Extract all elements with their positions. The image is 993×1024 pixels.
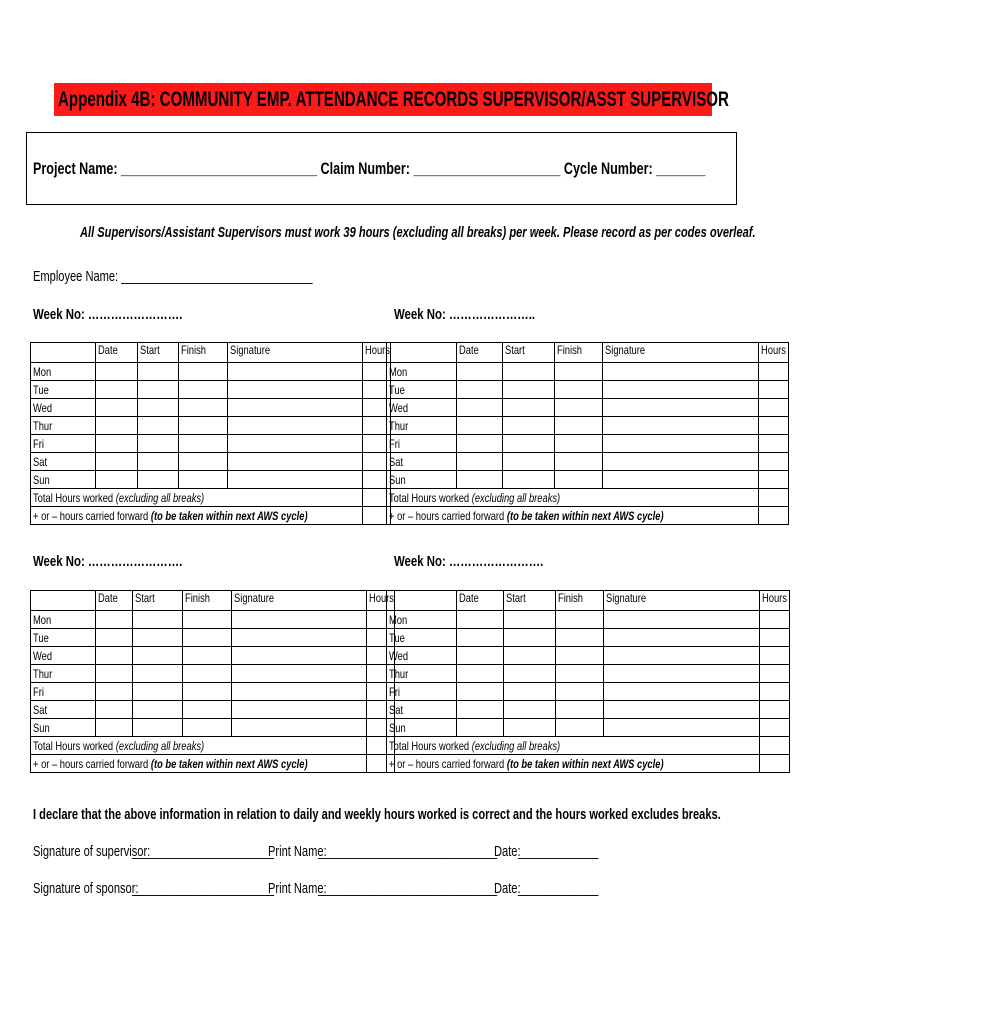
table-row [387,611,790,629]
signature-cell[interactable] [604,719,760,737]
date-cell[interactable] [457,363,503,381]
date-cell[interactable] [96,665,133,683]
supervisor-date-field[interactable]: _____________ [518,843,599,860]
signature-cell[interactable] [232,719,367,737]
date-cell[interactable] [457,611,504,629]
finish-cell[interactable] [556,629,604,647]
start-cell[interactable] [138,363,179,381]
start-cell[interactable] [138,417,179,435]
finish-cell[interactable] [555,381,603,399]
table-row [387,453,789,471]
column-header-finish: Finish [183,591,232,611]
signature-cell[interactable] [603,381,759,399]
day-label: Wed [31,647,96,665]
date-cell[interactable] [96,435,138,453]
signature-cell[interactable] [603,471,759,489]
total-hours-field[interactable] [760,737,790,755]
finish-cell[interactable] [179,381,228,399]
date-cell[interactable] [457,417,503,435]
day-label: Fri [387,683,457,701]
signature-cell[interactable] [604,647,760,665]
signature-cell[interactable] [603,363,759,381]
table-row [31,381,391,399]
finish-cell[interactable] [555,453,603,471]
date-cell[interactable] [96,417,138,435]
table-row [387,647,790,665]
date-cell[interactable] [457,435,503,453]
table-row [31,363,391,381]
day-label: Wed [387,399,457,417]
start-cell[interactable] [138,453,179,471]
finish-cell[interactable] [555,399,603,417]
column-header-hours: Hours [759,343,789,363]
signature-cell[interactable] [604,701,760,719]
column-header-hours: Hours [363,343,391,363]
finish-cell[interactable] [556,683,604,701]
table-row [387,665,790,683]
start-cell[interactable] [503,363,555,381]
day-header-cell [387,343,457,363]
date-cell[interactable] [96,453,138,471]
start-cell[interactable] [504,647,556,665]
start-cell[interactable] [504,611,556,629]
project-name-label: Project Name: [33,159,118,178]
hours-cell[interactable] [759,381,789,399]
start-cell[interactable] [133,665,183,683]
date-cell[interactable] [457,453,503,471]
finish-cell[interactable] [555,435,603,453]
carried-forward-row [31,755,395,773]
signature-cell[interactable] [228,417,363,435]
table-row [387,381,789,399]
start-cell[interactable] [503,417,555,435]
date-cell[interactable] [96,381,138,399]
project-name-field[interactable]: ____________________________ [121,159,318,178]
start-cell[interactable] [504,665,556,683]
attendance-table-week-2 [386,342,789,525]
week-no-label-4[interactable]: Week No: ……………………. [394,553,544,570]
date-cell[interactable] [457,683,504,701]
table-row [31,417,391,435]
signature-cell[interactable] [604,683,760,701]
hours-cell[interactable] [759,399,789,417]
day-label: Sun [31,471,96,489]
table-row [387,399,789,417]
hours-cell[interactable] [760,629,790,647]
start-cell[interactable] [504,701,556,719]
date-cell[interactable] [96,647,133,665]
table-row [387,363,789,381]
attendance-table-week-1 [30,342,391,525]
column-header-hours: Hours [367,591,395,611]
table-row [31,453,391,471]
signature-cell[interactable] [604,665,760,683]
table-row [31,647,395,665]
table-row [31,629,395,647]
signature-cell[interactable] [603,435,759,453]
finish-cell[interactable] [556,701,604,719]
column-header-date: Date [457,343,503,363]
total-hours-row [31,737,395,755]
sponsor-signature-field[interactable]: _______________________ [132,880,274,897]
table-row [31,719,395,737]
sponsor-date-label: Date: [494,880,521,897]
date-cell[interactable] [96,701,133,719]
carried-forward-row-label: + or – hours carried forward (to be taken within next AWS cycle) [31,507,363,525]
table-row [31,665,395,683]
carried-forward-field[interactable] [759,507,789,525]
hours-cell[interactable] [759,363,789,381]
start-cell[interactable] [504,719,556,737]
table-row [387,701,790,719]
start-cell[interactable] [138,381,179,399]
signature-cell[interactable] [232,683,367,701]
column-header-start: Start [133,591,183,611]
signature-cell[interactable] [603,417,759,435]
finish-cell[interactable] [556,611,604,629]
column-header-date: Date [96,591,133,611]
claim-number-field[interactable]: _____________________ [413,159,561,178]
day-header-cell [31,591,96,611]
column-header-hours: Hours [760,591,790,611]
carried-forward-row [387,507,789,525]
total-hours-row-label: Total Hours worked (excluding all breaks) [387,737,760,755]
column-header-start: Start [503,343,555,363]
column-header-signature: Signature [232,591,367,611]
signature-cell[interactable] [603,453,759,471]
hours-cell[interactable] [759,471,789,489]
signature-cell[interactable] [603,399,759,417]
finish-cell[interactable] [555,471,603,489]
supervisor-signature-field[interactable]: _______________________ [132,843,274,860]
signature-cell[interactable] [228,363,363,381]
finish-cell[interactable] [183,701,232,719]
date-cell[interactable] [96,719,133,737]
day-label: Tue [387,629,457,647]
start-cell[interactable] [503,399,555,417]
finish-cell[interactable] [183,665,232,683]
finish-cell[interactable] [555,363,603,381]
start-cell[interactable] [504,683,556,701]
header-fields [33,159,941,179]
finish-cell[interactable] [179,435,228,453]
carried-forward-row-label: + or – hours carried forward (to be taken within next AWS cycle) [387,507,759,525]
date-cell[interactable] [457,647,504,665]
employee-name-label: Employee Name: [33,268,119,285]
day-label: Tue [31,381,96,399]
finish-cell[interactable] [555,417,603,435]
total-hours-row-label: Total Hours worked (excluding all breaks) [387,489,759,507]
hours-cell[interactable] [760,701,790,719]
hours-cell[interactable] [760,719,790,737]
start-cell[interactable] [133,701,183,719]
column-header-signature: Signature [603,343,759,363]
day-label: Mon [387,363,457,381]
table-row [387,435,789,453]
total-hours-row [31,489,391,507]
table-row [387,719,790,737]
finish-cell[interactable] [183,683,232,701]
column-header-date: Date [96,343,138,363]
signature-cell[interactable] [228,435,363,453]
day-label: Mon [31,363,96,381]
start-cell[interactable] [503,381,555,399]
day-label: Sun [387,719,457,737]
sponsor-date-field[interactable]: _____________ [518,880,599,897]
column-header-signature: Signature [604,591,760,611]
employee-name-row [33,268,411,285]
carried-forward-row [31,507,391,525]
finish-cell[interactable] [183,629,232,647]
date-cell[interactable] [457,381,503,399]
day-label: Thur [387,417,457,435]
finish-cell[interactable] [556,719,604,737]
day-label: Sat [31,701,96,719]
total-hours-row-label: Total Hours worked (excluding all breaks) [31,489,363,507]
cycle-number-label: Cycle Number: [563,159,653,178]
work-hours-notice: All Supervisors/Assistant Supervisors must work 39 hours (excluding all breaks) per week. Please record as per codes overleaf. [80,224,756,241]
start-cell[interactable] [138,435,179,453]
sponsor-signature-label: Signature of sponsor: [33,880,139,897]
signature-cell[interactable] [232,701,367,719]
attendance-table-week-4 [386,590,790,773]
date-cell[interactable] [96,629,133,647]
start-cell[interactable] [133,683,183,701]
header-box [26,132,737,205]
signature-cell[interactable] [232,611,367,629]
day-label: Sat [31,453,96,471]
signature-cell[interactable] [604,611,760,629]
column-header-signature: Signature [228,343,363,363]
start-cell[interactable] [503,471,555,489]
day-label: Thur [387,665,457,683]
table-row [31,611,395,629]
declaration-text: I declare that the above information in relation to daily and weekly hours worked is correct and the hours worked excludes breaks. [33,806,721,823]
date-cell[interactable] [457,399,503,417]
column-header-finish: Finish [556,591,604,611]
date-cell[interactable] [457,719,504,737]
hours-cell[interactable] [760,683,790,701]
finish-cell[interactable] [179,453,228,471]
table-row [31,399,391,417]
date-cell[interactable] [96,471,138,489]
day-label: Thur [31,417,96,435]
form-title: Appendix 4B: COMMUNITY EMP. ATTENDANCE RECORDS SUPERVISOR/ASST SUPERVISOR [58,88,729,111]
finish-cell[interactable] [179,363,228,381]
sponsor-print-name-field[interactable]: _____________________________ [318,880,498,897]
start-cell[interactable] [138,399,179,417]
start-cell[interactable] [133,611,183,629]
total-hours-row [387,737,790,755]
signature-cell[interactable] [228,453,363,471]
finish-cell[interactable] [183,719,232,737]
start-cell[interactable] [503,453,555,471]
date-cell[interactable] [457,629,504,647]
hours-cell[interactable] [760,611,790,629]
date-cell[interactable] [96,683,133,701]
day-label: Sat [387,453,457,471]
hours-cell[interactable] [760,665,790,683]
finish-cell[interactable] [179,471,228,489]
carried-forward-row-label: + or – hours carried forward (to be taken within next AWS cycle) [387,755,760,773]
table-row [387,629,790,647]
finish-cell[interactable] [556,647,604,665]
start-cell[interactable] [138,471,179,489]
date-cell[interactable] [96,363,138,381]
start-cell[interactable] [133,647,183,665]
day-header-cell [387,591,457,611]
table-row [387,471,789,489]
date-cell[interactable] [96,611,133,629]
day-label: Sun [387,471,457,489]
employee-name-field[interactable]: _______________________________ [121,268,313,285]
finish-cell[interactable] [183,647,232,665]
total-hours-row [387,489,789,507]
day-label: Fri [387,435,457,453]
date-cell[interactable] [96,399,138,417]
hours-cell[interactable] [759,453,789,471]
carried-forward-row [387,755,790,773]
finish-cell[interactable] [179,399,228,417]
day-label: Tue [387,381,457,399]
day-label: Fri [31,435,96,453]
column-header-finish: Finish [555,343,603,363]
sponsor-print-name-label: Print Name: [268,880,327,897]
day-label: Fri [31,683,96,701]
signature-cell[interactable] [228,471,363,489]
carried-forward-field[interactable] [760,755,790,773]
supervisor-date-label: Date: [494,843,521,860]
attendance-table-week-3 [30,590,395,773]
day-label: Wed [387,647,457,665]
cycle-number-field[interactable]: _______ [656,159,706,178]
table-row [31,683,395,701]
hours-cell[interactable] [759,435,789,453]
table-row [387,417,789,435]
table-row [387,683,790,701]
table-row [31,435,391,453]
day-label: Thur [31,665,96,683]
table-row [31,701,395,719]
day-label: Wed [31,399,96,417]
start-cell[interactable] [503,435,555,453]
signature-cell[interactable] [232,629,367,647]
day-label: Mon [31,611,96,629]
finish-cell[interactable] [556,665,604,683]
supervisor-print-name-field[interactable]: _____________________________ [318,843,498,860]
hours-cell[interactable] [760,647,790,665]
week-no-label-1[interactable]: Week No: ……………………. [33,306,183,323]
signature-cell[interactable] [232,665,367,683]
signature-cell[interactable] [228,381,363,399]
total-hours-row-label: Total Hours worked (excluding all breaks) [31,737,367,755]
total-hours-field[interactable] [759,489,789,507]
supervisor-print-name-label: Print Name: [268,843,327,860]
date-cell[interactable] [457,665,504,683]
day-label: Mon [387,611,457,629]
hours-cell[interactable] [759,417,789,435]
signature-cell[interactable] [232,647,367,665]
signature-cell[interactable] [604,629,760,647]
week-no-label-3[interactable]: Week No: ……………………. [33,553,183,570]
start-cell[interactable] [133,719,183,737]
date-cell[interactable] [457,471,503,489]
supervisor-signature-label: Signature of supervisor: [33,843,151,860]
table-row [31,471,391,489]
day-header-cell [31,343,96,363]
week-no-label-2[interactable]: Week No: ………………….. [394,306,536,323]
finish-cell[interactable] [179,417,228,435]
form-title-banner [54,83,729,116]
day-label: Sun [31,719,96,737]
column-header-date: Date [457,591,504,611]
column-header-start: Start [138,343,179,363]
day-label: Tue [31,629,96,647]
signature-cell[interactable] [228,399,363,417]
finish-cell[interactable] [183,611,232,629]
day-label: Sat [387,701,457,719]
start-cell[interactable] [504,629,556,647]
column-header-finish: Finish [179,343,228,363]
column-header-start: Start [504,591,556,611]
date-cell[interactable] [457,701,504,719]
carried-forward-row-label: + or – hours carried forward (to be taken within next AWS cycle) [31,755,367,773]
claim-number-label: Claim Number: [320,159,410,178]
start-cell[interactable] [133,629,183,647]
